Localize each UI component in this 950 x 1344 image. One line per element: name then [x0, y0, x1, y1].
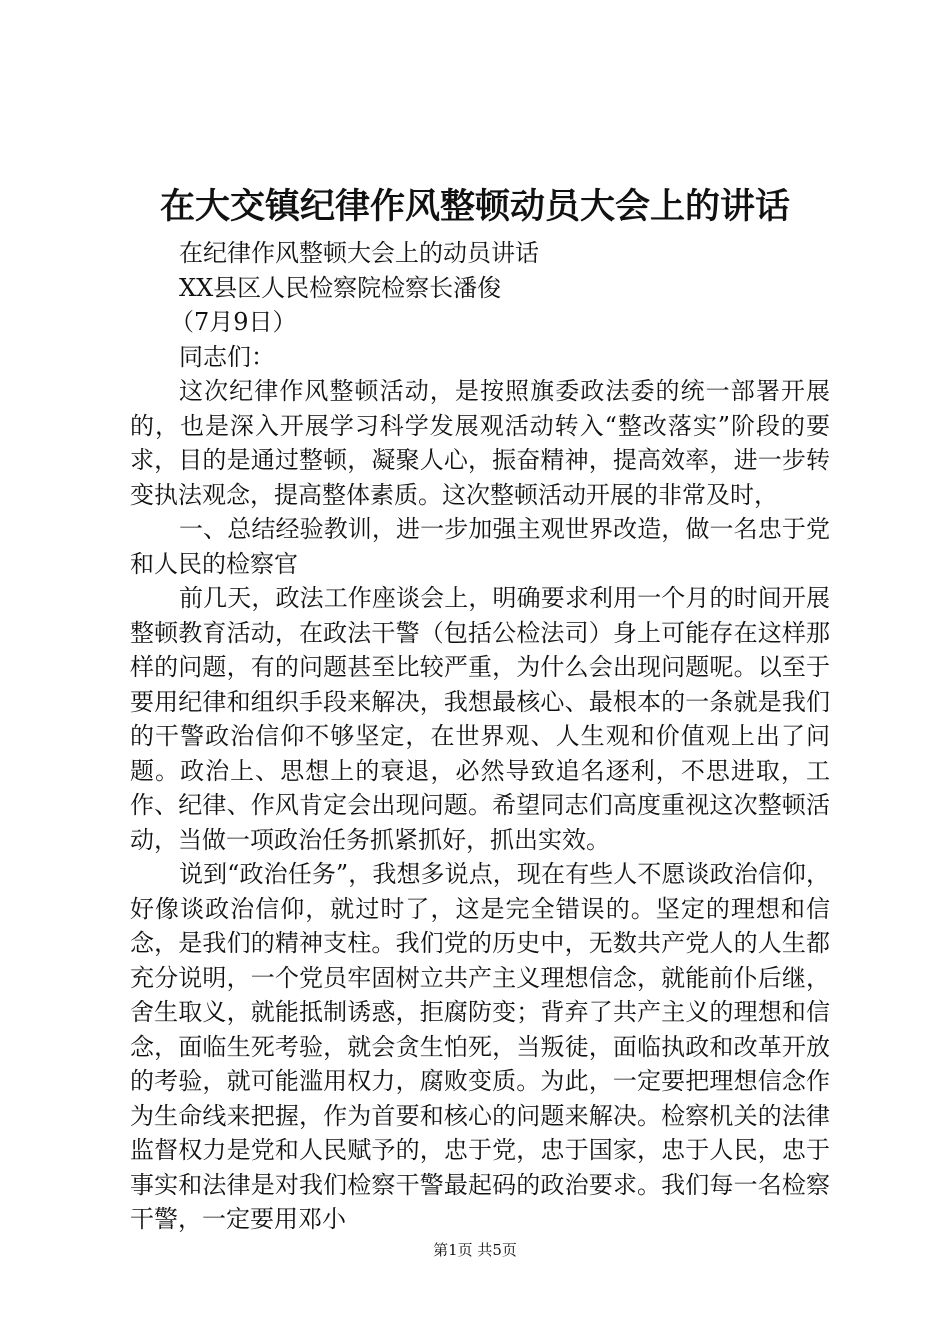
- page-footer: 第1页 共5页: [433, 1241, 517, 1259]
- paragraph-body-2: 说到“政治任务”，我想多说点，现在有些人不愿谈政治信仰，好像谈政治信仰，就过时了，这是完全错误的。坚定的理想和信念，是我们的精神支柱。我们党的历史中，无数共产党人的人生都充分说明，一个党员牢固树立共产主义理想信念，就能前仆后继，舍生取义，就能抵制诱惑，拒腐防变；背弃了共产主义的理想和信念，面临生死考验，就会贪生怕死，当叛徒，面临执政和改革开放的考验，就可能滥用权力，腐败变质。为此，一定要把理想信念作为生命线来把握，作为首要和核心的问题来解决。检察机关的法律监督权力是党和人民赋予的，忠于党，忠于国家，忠于人民，忠于事实和法律是对我们检察干警最起码的政治要求。我们每一名检察干警，一定要用邓小: [130, 860, 830, 1233]
- speech-subtitle: 在纪律作风整顿大会上的动员讲话: [179, 239, 539, 267]
- speech-date: （7月9日）: [170, 308, 297, 336]
- section-heading-1: 一、总结经验教训，进一步加强主观世界改造，做一名忠于党和人民的检察官: [130, 515, 830, 578]
- salutation: 同志们：: [179, 342, 275, 371]
- paragraph-body-1: 前几天，政法工作座谈会上，明确要求利用一个月的时间开展整顿教育活动，在政法干警（包括公检法司）身上可能存在这样那样的问题，有的问题甚至比较严重，为什么会出现问题呢。以至于要用纪律和组织手段来解决，我想最核心、最根本的一条就是我们的干警政治信仰不够坚定，在世界观、人生观和价值观上出了问题。政治上、思想上的衰退，必然导致追名逐利，不思进取，工作、纪律、作风肯定会出现问题。希望同志们高度重视这次整顿活动，当做一项政治任务抓紧抓好，抓出实效。: [130, 584, 830, 854]
- paragraph-intro: 这次纪律作风整顿活动，是按照旗委政法委的统一部署开展的，也是深入开展学习科学发展观活动转入“整改落实”阶段的要求，目的是通过整顿，凝聚人心，振奋精神，提高效率，进一步转变执法观念，提高整体素质。这次整顿活动开展的非常及时，: [130, 377, 830, 509]
- document-body: [130, 236, 830, 1237]
- speech-author: XX县区人民检察院检察长潘俊: [179, 273, 502, 302]
- document-title: 在大交镇纪律作风整顿动员大会上的讲话: [159, 186, 790, 227]
